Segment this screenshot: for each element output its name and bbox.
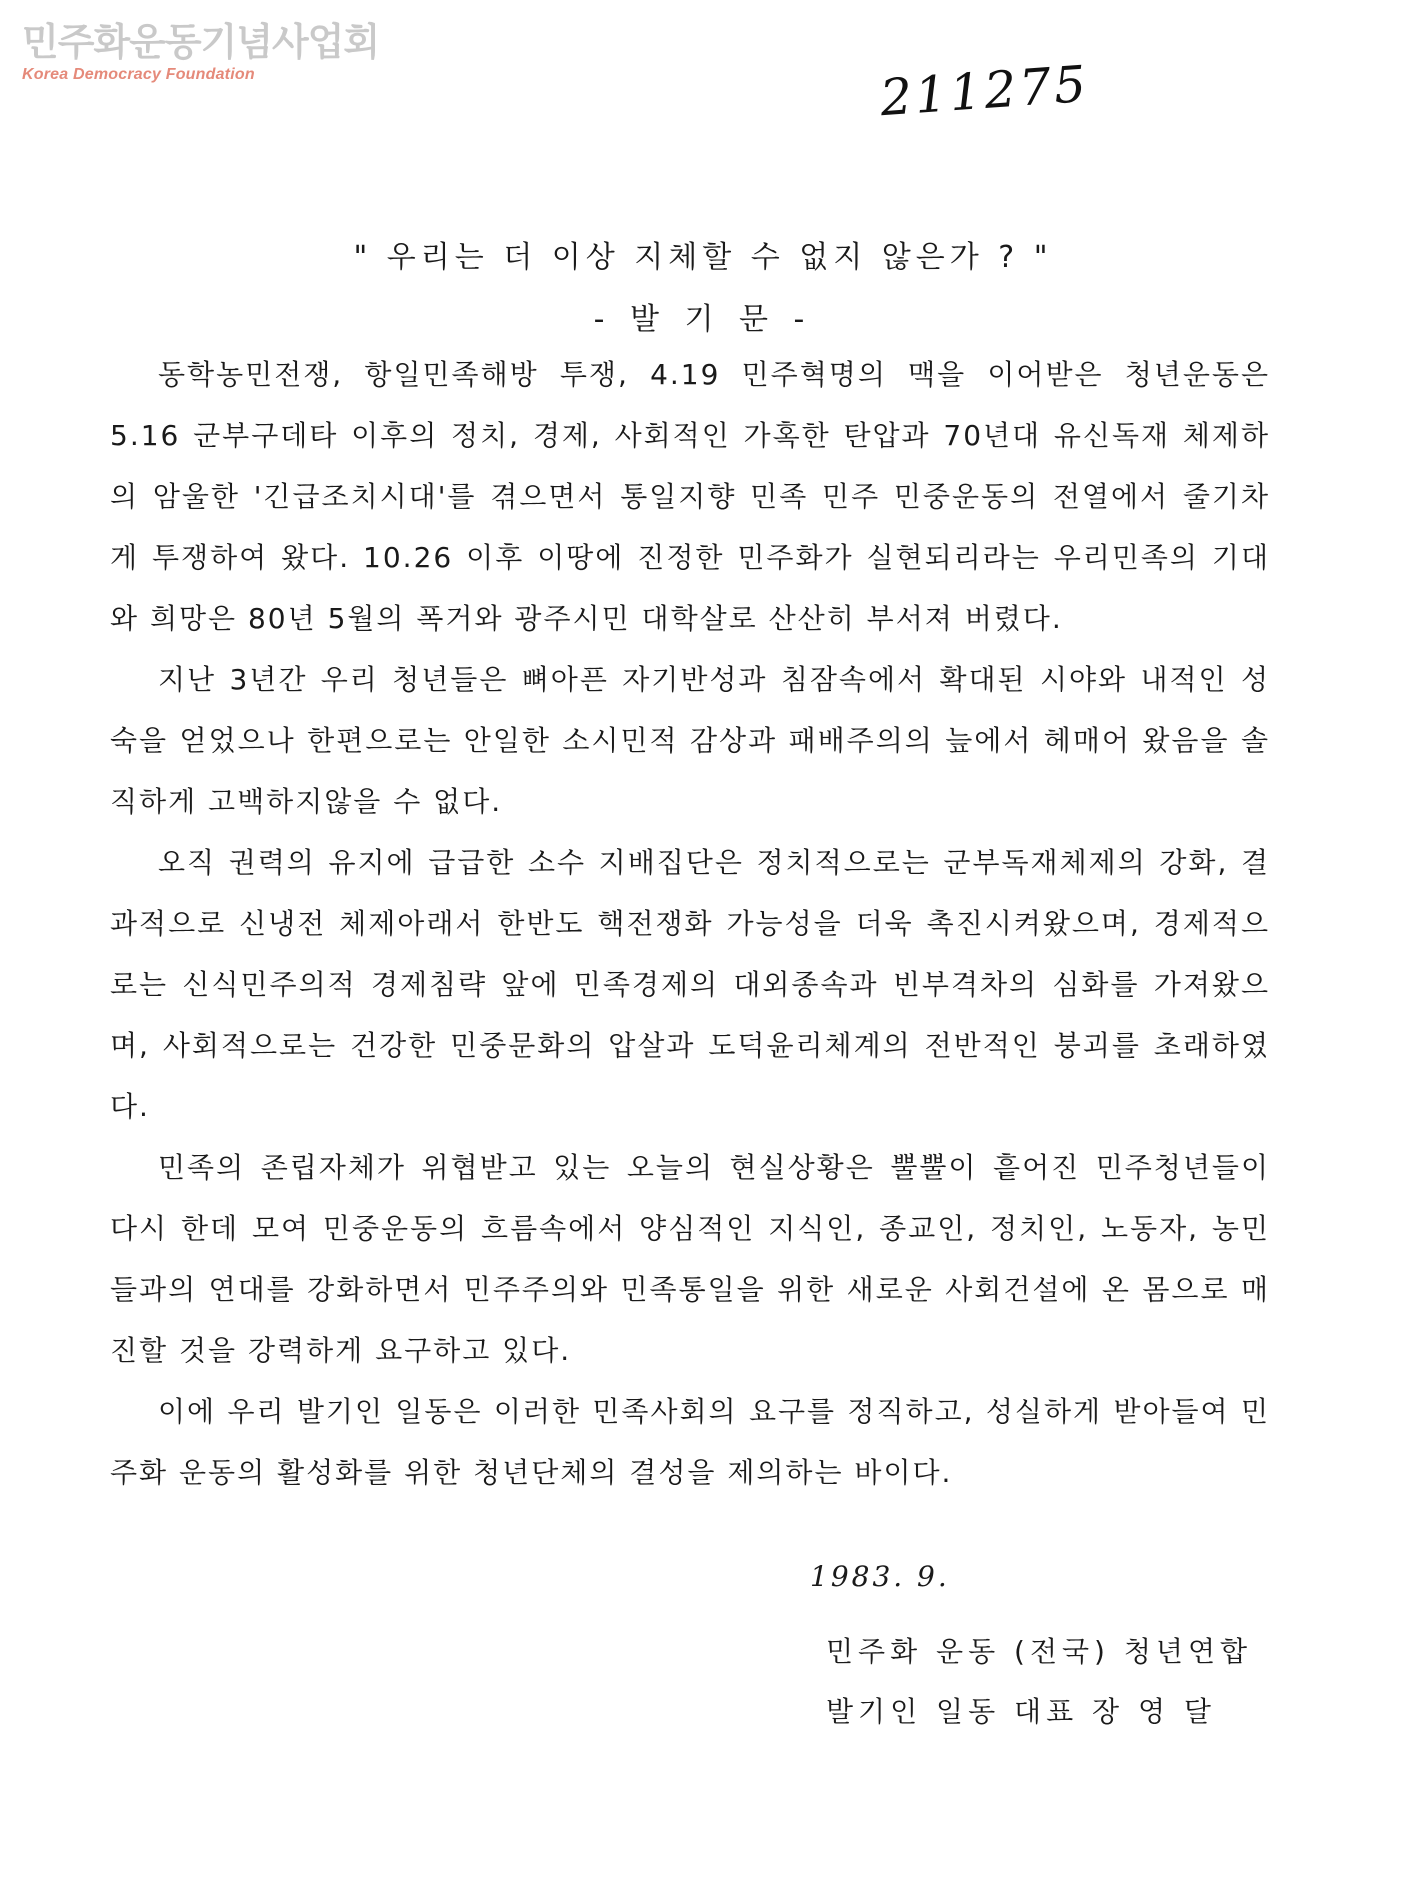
watermark-english: Korea Democracy Foundation (22, 66, 255, 83)
document-date: 1983. 9. (810, 1560, 950, 1593)
document-subtitle: - 발 기 문 - (593, 302, 813, 337)
signature-representative: 발기인 일동 대표 장 영 달 (826, 1695, 1216, 1728)
paragraph: 민족의 존립자체가 위협받고 있는 오늘의 현실상황은 뿔뿔이 흩어진 민주청년들이 다시 한데 모여 민중운동의 흐름속에서 양심적인 지식인, 종교인, 정치인, 노동자, 농민들과의 연대를 강화하면서 민주주의와 민족통일을 위한 새로운 사회건설에 온 몸으로 매진할 것을 강력하게 요구하고 있다. (110, 1151, 1270, 1367)
signature-organization: 민주화 운동 (전국) 청년연합 (826, 1635, 1253, 1668)
handwritten-document-number: 211275 (878, 54, 1091, 128)
paragraph: 지난 3년간 우리 청년들은 뼈아픈 자기반성과 침잠속에서 확대된 시야와 내적인 성숙을 얻었으나 한편으로는 안일한 소시민적 감상과 패배주의의 늪에서 헤매어 왔음을 솔직하게 고백하지않을 수 없다. (110, 663, 1270, 818)
paragraph: 이에 우리 발기인 일동은 이러한 민족사회의 요구를 정직하고, 성실하게 받아들여 민주화 운동의 활성화를 위한 청년단체의 결성을 제의하는 바이다. (110, 1395, 1270, 1489)
document-body (110, 344, 1270, 1503)
watermark-logo (22, 22, 379, 84)
watermark-korean: 민주화운동기념사업회 (22, 20, 380, 64)
document-title: " 우리는 더 이상 지체할 수 없지 않은가 ? " (353, 240, 1053, 275)
paragraph: 오직 권력의 유지에 급급한 소수 지배집단은 정치적으로는 군부독재체제의 강화, 결과적으로 신냉전 체제아래서 한반도 핵전쟁화 가능성을 더욱 촉진시켜왔으며, 경제적으로는 신식민주의적 경제침략 앞에 민족경제의 대외종속과 빈부격차의 심화를 가져왔으며, 사회적으로는 건강한 민중문화의 압살과 도덕윤리체계의 전반적인 붕괴를 초래하였다. (110, 846, 1270, 1123)
paragraph: 동학농민전쟁, 항일민족해방 투쟁, 4.19 민주혁명의 맥을 이어받은 청년운동은 5.16 군부구데타 이후의 정치, 경제, 사회적인 가혹한 탄압과 70년대 유신독재 체제하의 암울한 '긴급조치시대'를 겪으면서 통일지향 민족 민주 민중운동의 전열에서 줄기차게 투쟁하여 왔다. 10.26 이후 이땅에 진정한 민주화가 실현되리라는 우리민족의 기대와 희망은 80년 5월의 폭거와 광주시민 대학살로 산산히 부서져 버렸다. (110, 358, 1270, 635)
